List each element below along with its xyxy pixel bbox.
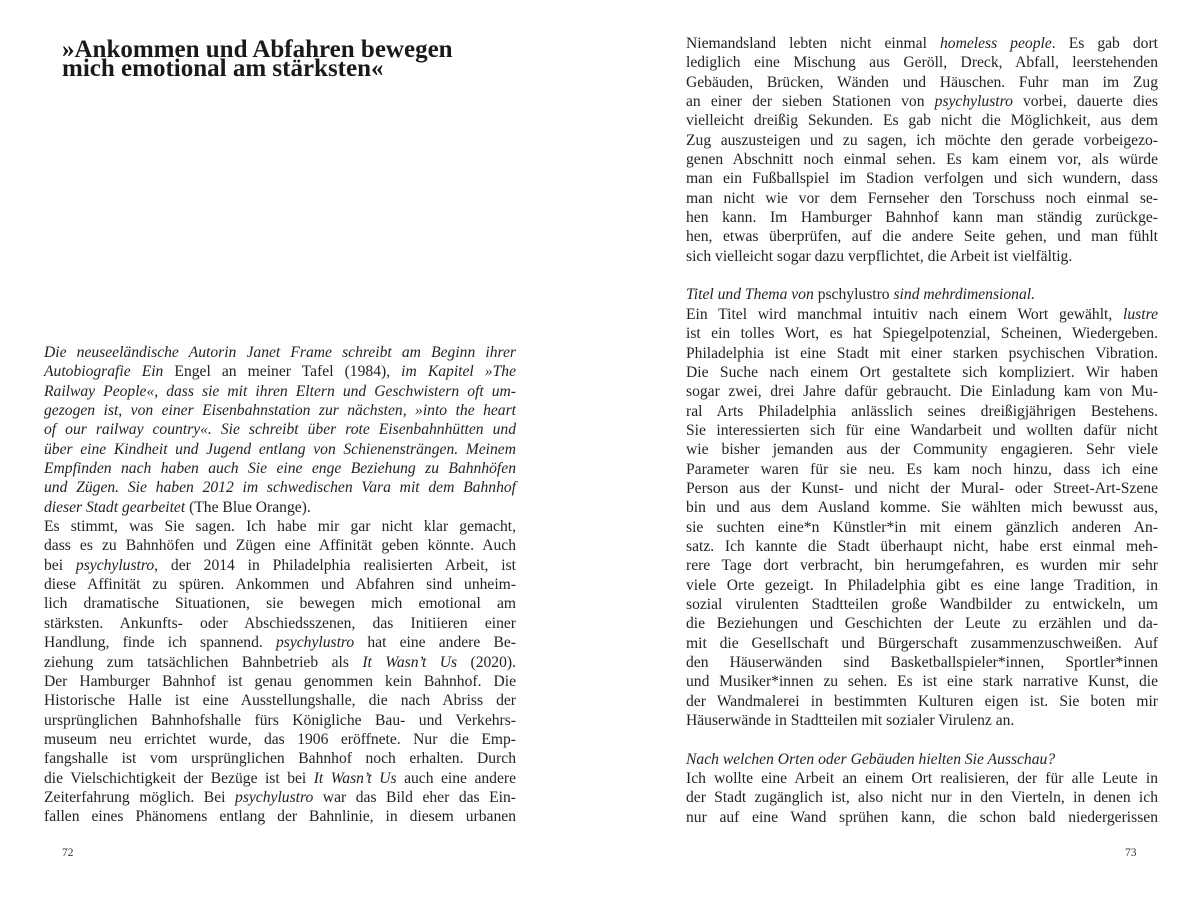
text-run: an einer der sieben Stationen von <box>686 93 935 111</box>
text-line <box>686 150 1158 169</box>
text-line <box>686 460 1158 479</box>
text-run: bei <box>44 556 76 574</box>
text-run: vielleicht dreißig Sekunden. Es gab nicht die Möglichkeit, aus dem <box>686 112 1158 130</box>
text-line <box>44 575 516 594</box>
text-line <box>44 730 516 749</box>
text-run: lediglich eine Mischung aus Geröll, Dreck, Abfall, leerstehenden <box>686 54 1158 72</box>
text-line <box>44 401 516 420</box>
italic-run: psychylustro <box>275 634 355 652</box>
text-line <box>686 808 1158 827</box>
italic-run: psychylustro <box>75 556 155 574</box>
text-line <box>686 208 1158 227</box>
text-line <box>44 556 516 575</box>
text-line <box>44 788 516 807</box>
text-run: Der Hamburger Bahnhof ist genau genommen kein Bahnhof. Die <box>44 672 516 690</box>
text-line <box>686 189 1158 208</box>
text-run: Historische Halle ist eine Ausstellungshalle, die nach Abriss der <box>44 692 516 710</box>
text-line <box>686 750 1158 769</box>
italic-run: , im Kapitel »The <box>386 363 516 381</box>
text-line <box>686 769 1158 788</box>
text-line <box>44 653 516 672</box>
text-run: Niemandsland lebten nicht einmal <box>686 35 940 52</box>
headline-line: »Ankommen und Abfahren bewegen <box>62 36 453 63</box>
text-run: der Stadt zugänglich ist, also nicht nur in den Vierteln, in denen ich <box>686 789 1158 807</box>
text-line <box>686 131 1158 150</box>
italic-run: lustre <box>1123 305 1158 323</box>
text-line <box>44 459 516 478</box>
text-line <box>686 440 1158 459</box>
interview-headline <box>62 34 522 83</box>
text-line <box>44 517 516 536</box>
text-line <box>44 633 516 652</box>
text-run: die Vielschichtigkeit der Bezüge ist bei <box>44 769 314 787</box>
text-run: Zeiterfahrung möglich. Bei <box>44 788 236 806</box>
italic-run: It Wasn’t Us <box>313 769 397 787</box>
text-run: die Beziehungen und Geschichten der Leute zu erzählen und da- <box>686 615 1158 633</box>
text-line <box>686 556 1158 575</box>
page-number: 73 <box>1125 847 1137 859</box>
text-run: auch eine andere <box>396 769 516 787</box>
italic-run: gezogen ist, von einer Eisenbahnstation zur nächsten, »into the heart <box>44 402 516 420</box>
text-line <box>686 344 1158 363</box>
page-number: 72 <box>62 847 74 859</box>
italic-run: homeless people <box>939 35 1052 52</box>
text-line <box>686 788 1158 807</box>
italic-run: Empfinden nach haben auch Sie eine enge Beziehung zu Bahnhöfen <box>44 460 516 478</box>
text-run: sozial virulenten Stadtteilen große Wandbilder zu entwickeln, um <box>686 595 1158 613</box>
italic-run: Titel und Thema von <box>686 286 818 304</box>
text-line <box>44 769 516 788</box>
paragraph-gap <box>686 730 1158 749</box>
text-run: dass es zu Bahnhöfen und Zügen eine Affinität geben könnte. Auch <box>44 537 516 555</box>
text-line <box>44 362 516 381</box>
text-line <box>686 92 1158 111</box>
text-run: Engel an meiner Tafel (1984) <box>174 363 387 381</box>
text-run: Gebäuden, Brücken, Wänden und Häuschen. Fuhr man im Zug <box>686 73 1158 91</box>
italic-run: of our railway country«. Sie schreibt über rote Eisenbahnhütten und <box>44 421 516 439</box>
text-run: hen kann. Im Hamburger Bahnhof kann man ständig zurückge- <box>686 209 1158 227</box>
text-line <box>44 498 516 517</box>
text-run: genen Abschnitt noch einmal sehen. Es kam einem vor, als würde <box>686 151 1158 169</box>
text-line <box>686 421 1158 440</box>
text-run: Häuserwände in Stadtteilen mit sozialer Virulenz an. <box>686 712 1015 730</box>
text-line <box>44 343 516 362</box>
text-run: ist ein tolles Wort, es hat Spiegelpotenzial, Scheinen, Wiedergeben. <box>686 325 1158 343</box>
text-run: . Es gab dort <box>1051 35 1158 52</box>
text-run: hat eine andere Be- <box>354 634 516 652</box>
paragraph-gap <box>686 266 1158 285</box>
text-line <box>686 247 1158 266</box>
text-run: Sie interessierten sich für eine Wandarbeit und wollten dafür nicht <box>686 421 1158 439</box>
italic-run: Railway People«, dass sie mit ihren Eltern und Geschwistern oft um- <box>44 382 516 400</box>
text-line <box>686 73 1158 92</box>
text-run: pschylustro <box>817 286 890 304</box>
text-line <box>686 34 1158 53</box>
text-run: rere Tage dort verbracht, bin herumgefahren, es wurden mir sehr <box>686 557 1158 575</box>
text-run: ral Arts Philadelphia anlässlich seines dreißigjährigen Bestehens. <box>686 402 1158 420</box>
text-run: stärksten. Ankunfts- oder Abschiedsszenen, das Initiieren einer <box>44 614 516 632</box>
text-run: bin und aus dem Ausland komme. Sie wählten mich bewusst aus, <box>686 499 1158 517</box>
text-run: (2020). <box>457 653 516 671</box>
italic-run: dieser Stadt gearbeitet <box>44 498 190 516</box>
text-run: viele Orte gezeigt. In Philadelphia gibt es eine lange Tradition, in <box>686 576 1158 594</box>
text-line <box>686 634 1158 653</box>
text-run: sich vielleicht sogar dazu verpflichtet, die Arbeit ist vielfältig. <box>686 247 1073 265</box>
text-line <box>686 595 1158 614</box>
text-line <box>686 382 1158 401</box>
text-run: (The Blue Orange). <box>189 498 311 516</box>
text-run: sogar zwei, drei Jahre dafür gebraucht. Die Einladung kam von Mu- <box>686 383 1158 401</box>
text-run: lich dramatische Situationen, sie bewegen mich emotional am <box>44 595 516 613</box>
text-run: nur auf eine Wand sprühen kann, die schon bald niedergerissen <box>686 808 1158 826</box>
text-line <box>44 440 516 459</box>
text-line <box>686 692 1158 711</box>
text-line <box>44 672 516 691</box>
text-run: mit die Gesellschaft und Bürgerschaft zusammenzuschweißen. Auf <box>686 634 1158 652</box>
text-run: ursprünglichen Bahnhofshalle fürs Königliche Bau- und Verkehrs- <box>44 711 516 729</box>
text-line <box>686 402 1158 421</box>
text-line <box>686 672 1158 691</box>
text-line <box>686 285 1158 304</box>
text-line <box>686 227 1158 246</box>
italic-run: psychylustro <box>934 93 1013 111</box>
text-run: Parameter waren für sie neu. Es kam noch hinzu, dass ich eine <box>686 460 1158 478</box>
text-run: Ich wollte eine Arbeit an einem Ort realisieren, der für alle Leute in <box>686 770 1158 788</box>
right-body-text <box>686 34 1158 827</box>
text-run: wie bisher jemanden aus der Community engagieren. Sehr viele <box>686 441 1158 459</box>
text-line <box>686 576 1158 595</box>
text-run: museum neu errichtet wurde, das 1906 eröffnete. Nur die Emp- <box>44 730 516 748</box>
headline-line: mich emotional am stärksten« <box>62 55 384 83</box>
text-run: Die Suche nach einem Ort gestaltete sich kompliziert. Wir haben <box>686 363 1158 381</box>
text-line <box>44 749 516 768</box>
text-run: fangshalle ist vom ursprünglichen Bahnhof noch erhalten. Durch <box>44 750 516 768</box>
text-run: sie suchten eine*n Künstler*in mit einem gänzlich anderen An- <box>686 518 1158 536</box>
text-line <box>686 537 1158 556</box>
text-run: Person aus der Kunst- und nicht der Mural- oder Street-Art-Szene <box>686 479 1158 497</box>
text-line <box>686 653 1158 672</box>
text-line <box>686 518 1158 537</box>
text-line <box>44 711 516 730</box>
italic-run: It Wasn’t Us <box>362 653 458 671</box>
text-line <box>44 478 516 497</box>
text-run: Zug auszusteigen und zu sagen, ich möchte den gerade vorbeigezo- <box>686 131 1158 149</box>
text-line <box>44 594 516 613</box>
italic-run: psychylustro <box>235 788 314 806</box>
italic-run: Nach welchen Orten oder Gebäuden hielten Sie Ausschau? <box>686 750 1056 768</box>
text-run: der Wandmalerei in bestimmten Kulturen eigen ist. Sie boten mir <box>686 692 1158 710</box>
text-line <box>686 363 1158 382</box>
text-run: man ein Fußballspiel im Stadion verfolgen und sich wundern, dass <box>686 170 1158 188</box>
text-line <box>44 536 516 555</box>
text-line <box>686 614 1158 633</box>
text-run: satz. Ich kannte die Stadt überhaupt nicht, habe erst einmal meh- <box>686 537 1158 555</box>
text-run: diese Affinität zu spüren. Ankommen und Abfahren sind unheim- <box>44 576 516 594</box>
text-run: Ein Titel wird manchmal intuitiv nach einem Wort gewählt, <box>686 305 1124 323</box>
text-line <box>686 711 1158 730</box>
left-body-text <box>44 343 516 827</box>
text-line <box>44 807 516 826</box>
text-line <box>44 691 516 710</box>
text-line <box>44 420 516 439</box>
text-line <box>44 614 516 633</box>
text-run: ziehung zum tatsächlichen Bahnbetrieb als <box>44 653 363 671</box>
text-run: , der 2014 in Philadelphia realisierten Arbeit, ist <box>154 556 517 574</box>
text-run: Es stimmt, was Sie sagen. Ich habe mir gar nicht klar gemacht, <box>44 518 516 536</box>
text-run: und Musiker*innen zu sehen. Es ist eine stark narrative Kunst, die <box>686 673 1158 691</box>
text-line <box>686 479 1158 498</box>
text-run: Philadelphia ist eine Stadt mit einer starken psychischen Vibration. <box>686 344 1158 362</box>
text-line <box>686 498 1158 517</box>
text-line <box>686 305 1158 324</box>
text-line <box>44 382 516 401</box>
text-line <box>686 111 1158 130</box>
right-page <box>600 0 1200 900</box>
italic-run: über eine Kindheit und Jugend entlang von Schienensträngen. Meinem <box>44 440 516 458</box>
italic-run: und Zügen. Sie haben 2012 im schwedischen Vara mit dem Bahnhof <box>44 479 516 497</box>
text-run: vorbei, dauerte dies <box>1012 93 1158 111</box>
text-run: den Häuserwänden sind Basketballspieler*innen, Sportler*innen <box>686 654 1158 671</box>
text-run: hen, etwas überprüfen, auf die andere Seite gehen, und man fühlt <box>686 228 1158 246</box>
text-run: Handlung, finde ich spannend. <box>44 634 276 652</box>
text-run: man nicht wie vor dem Fernseher den Torschuss noch einmal se- <box>686 189 1158 207</box>
text-line <box>686 53 1158 72</box>
text-line <box>686 324 1158 343</box>
text-run: fallen eines Phänomens entlang der Bahnlinie, in diesem urbanen <box>44 808 516 826</box>
italic-run: Die neuseeländische Autorin Janet Frame schreibt am Beginn ihrer <box>44 344 516 361</box>
italic-run: Autobiografie Ein <box>44 363 175 381</box>
text-run: war das Bild eher das Ein- <box>313 788 517 806</box>
text-line <box>686 169 1158 188</box>
italic-run: sind mehrdimensional. <box>889 286 1035 304</box>
